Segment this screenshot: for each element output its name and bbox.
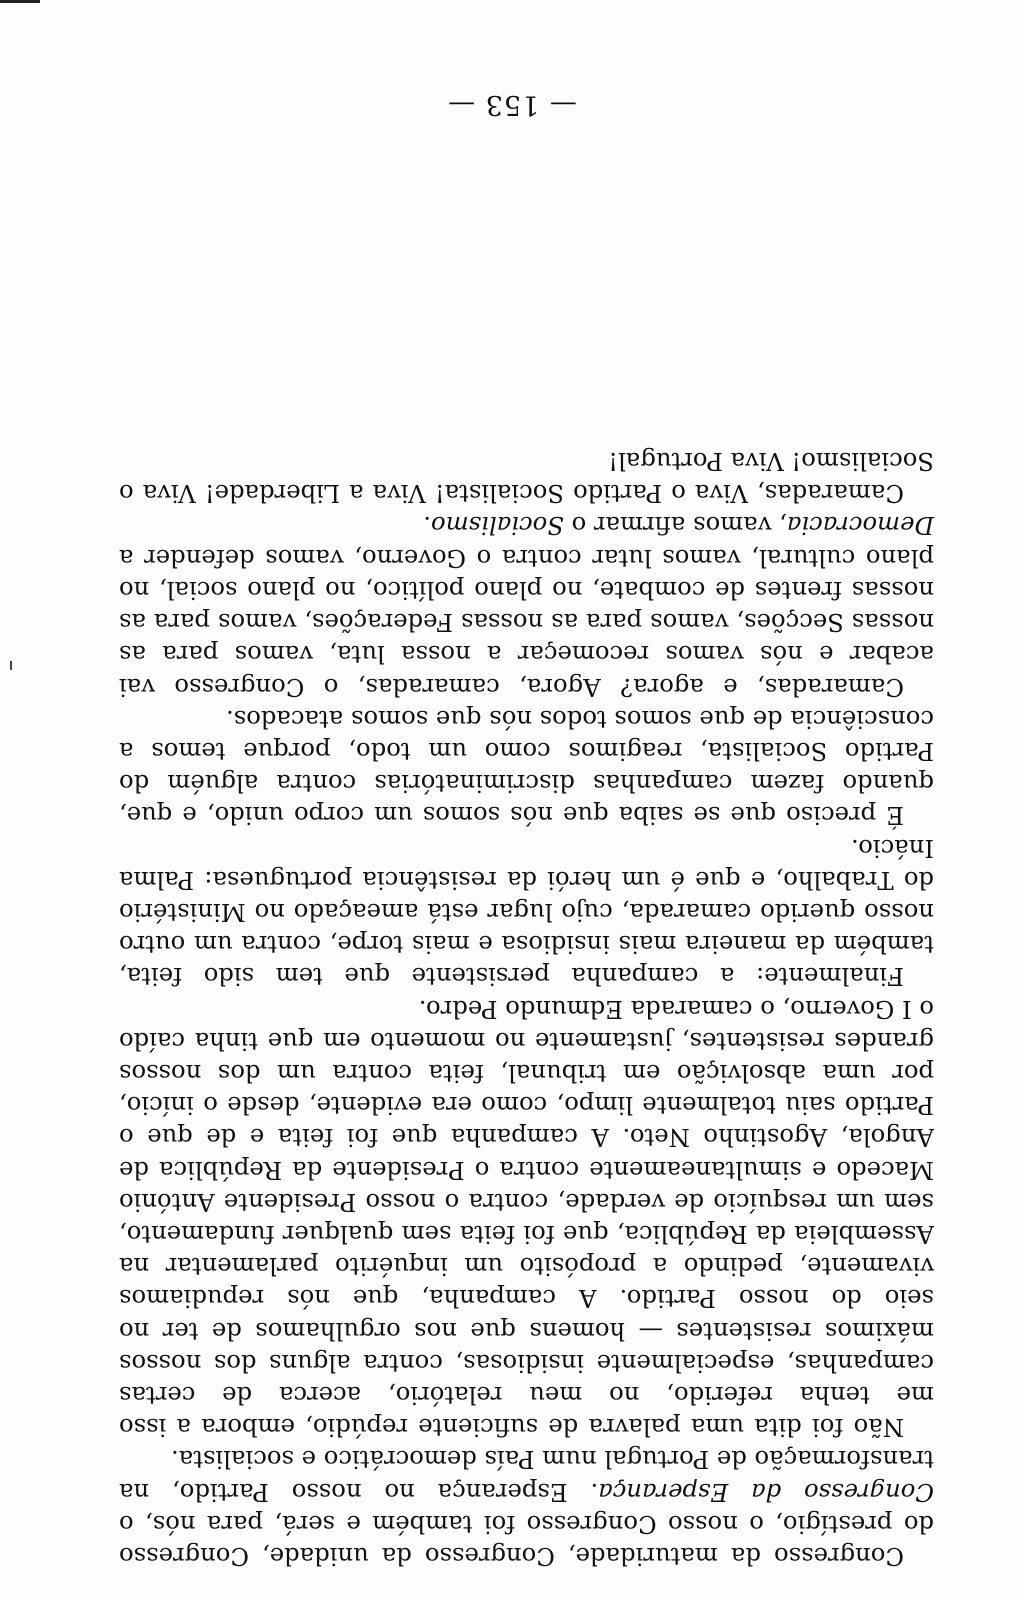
paragraph-text: , vamos afirmar o (563, 511, 787, 541)
paragraph-p2 (119, 992, 934, 1443)
page-body (119, 445, 934, 1572)
scan-edge-mark (0, 0, 40, 3)
paragraph-text: . Esperança no nosso Partido, na transformação de Portugal num País democrático e socialista. (119, 1445, 934, 1507)
paragraph-text: Camaradas, Viva o Partido Socialista! Viva a Liberdade! Viva o Socialismo! Viva Portugal! (119, 447, 934, 509)
paragraph-p4 (119, 703, 934, 832)
paragraph-text: Camaradas, e agora? Agora, camaradas, o Congresso vai acabar e nós vamos recomeçar a nossa luta, vamos para as nossas Secções, vamos para as nossas Federações, vamos para as nossas frentes de combate, no plano político, no plano social, no plano cultural, vamos lutar contra o Governo, vamos defender a (119, 543, 934, 702)
paragraph-p5 (119, 509, 934, 702)
paragraph-text: Finalmente: a campanha persistente que tem sido feita, também da maneira mais insidiosa e mais torpe, contra um outro nosso querido camarada, cujo lugar está ameaçado no Ministério do Trabalho, e que é um herói da resistência portuguesa: Palma Inácio. (119, 833, 934, 992)
paragraph-text: Não foi dita uma palavra de suficiente repúdio, embora a isso me tenha referido, no meu relatório, acerca de certas campanhas, especialmente insidiosas, contra alguns dos nossos máximos resistentes — homens que nos orgulhamos de ter no seio do nosso Partido. A campanha, que nós repudiamos vivamente, pedindo a propósito um inquérito parlamentar na Assembleia da República, que foi feita sem qualquer fundamento, sem um resquício de verdade, contra o nosso Presidente António Macedo e simultaneamente contra o Presidente da República de Angola, Agostinho Neto. A campanha que foi feita e de que o Partido saiu totalmente limpo, como era evidente, desde o início, por uma absolvição em tribunal, feita contra um dos nossos grandes resistentes, justamente no momento em que tinha caído o I Governo, o camarada Edmundo Pedro. (119, 994, 934, 1443)
emphasized-text: Socialismo (431, 511, 564, 541)
scan-speck (10, 661, 12, 670)
paragraph-text: Congresso da maturidade, Congresso da unidade, Congresso do prestígio, o nosso Congresso foi também e será, para nós, o (119, 1509, 934, 1571)
emphasized-text: Democracia (786, 511, 934, 541)
paragraph-text: . (423, 511, 432, 541)
emphasized-text: Congresso da Esperança (598, 1477, 934, 1507)
paragraph-text: É preciso que se saiba que nós somos um corpo unido, e que, quando fazem campanhas discriminatórias contra alguém do Partido Socialista, reagimos como um todo, porque temos a consciência de que somos todos nós que somos atacados. (119, 704, 934, 831)
page-number: — 153 — (447, 89, 577, 120)
paragraph-p1 (119, 1443, 934, 1572)
paragraph-p6 (119, 445, 934, 509)
paragraph-p3 (119, 831, 934, 992)
